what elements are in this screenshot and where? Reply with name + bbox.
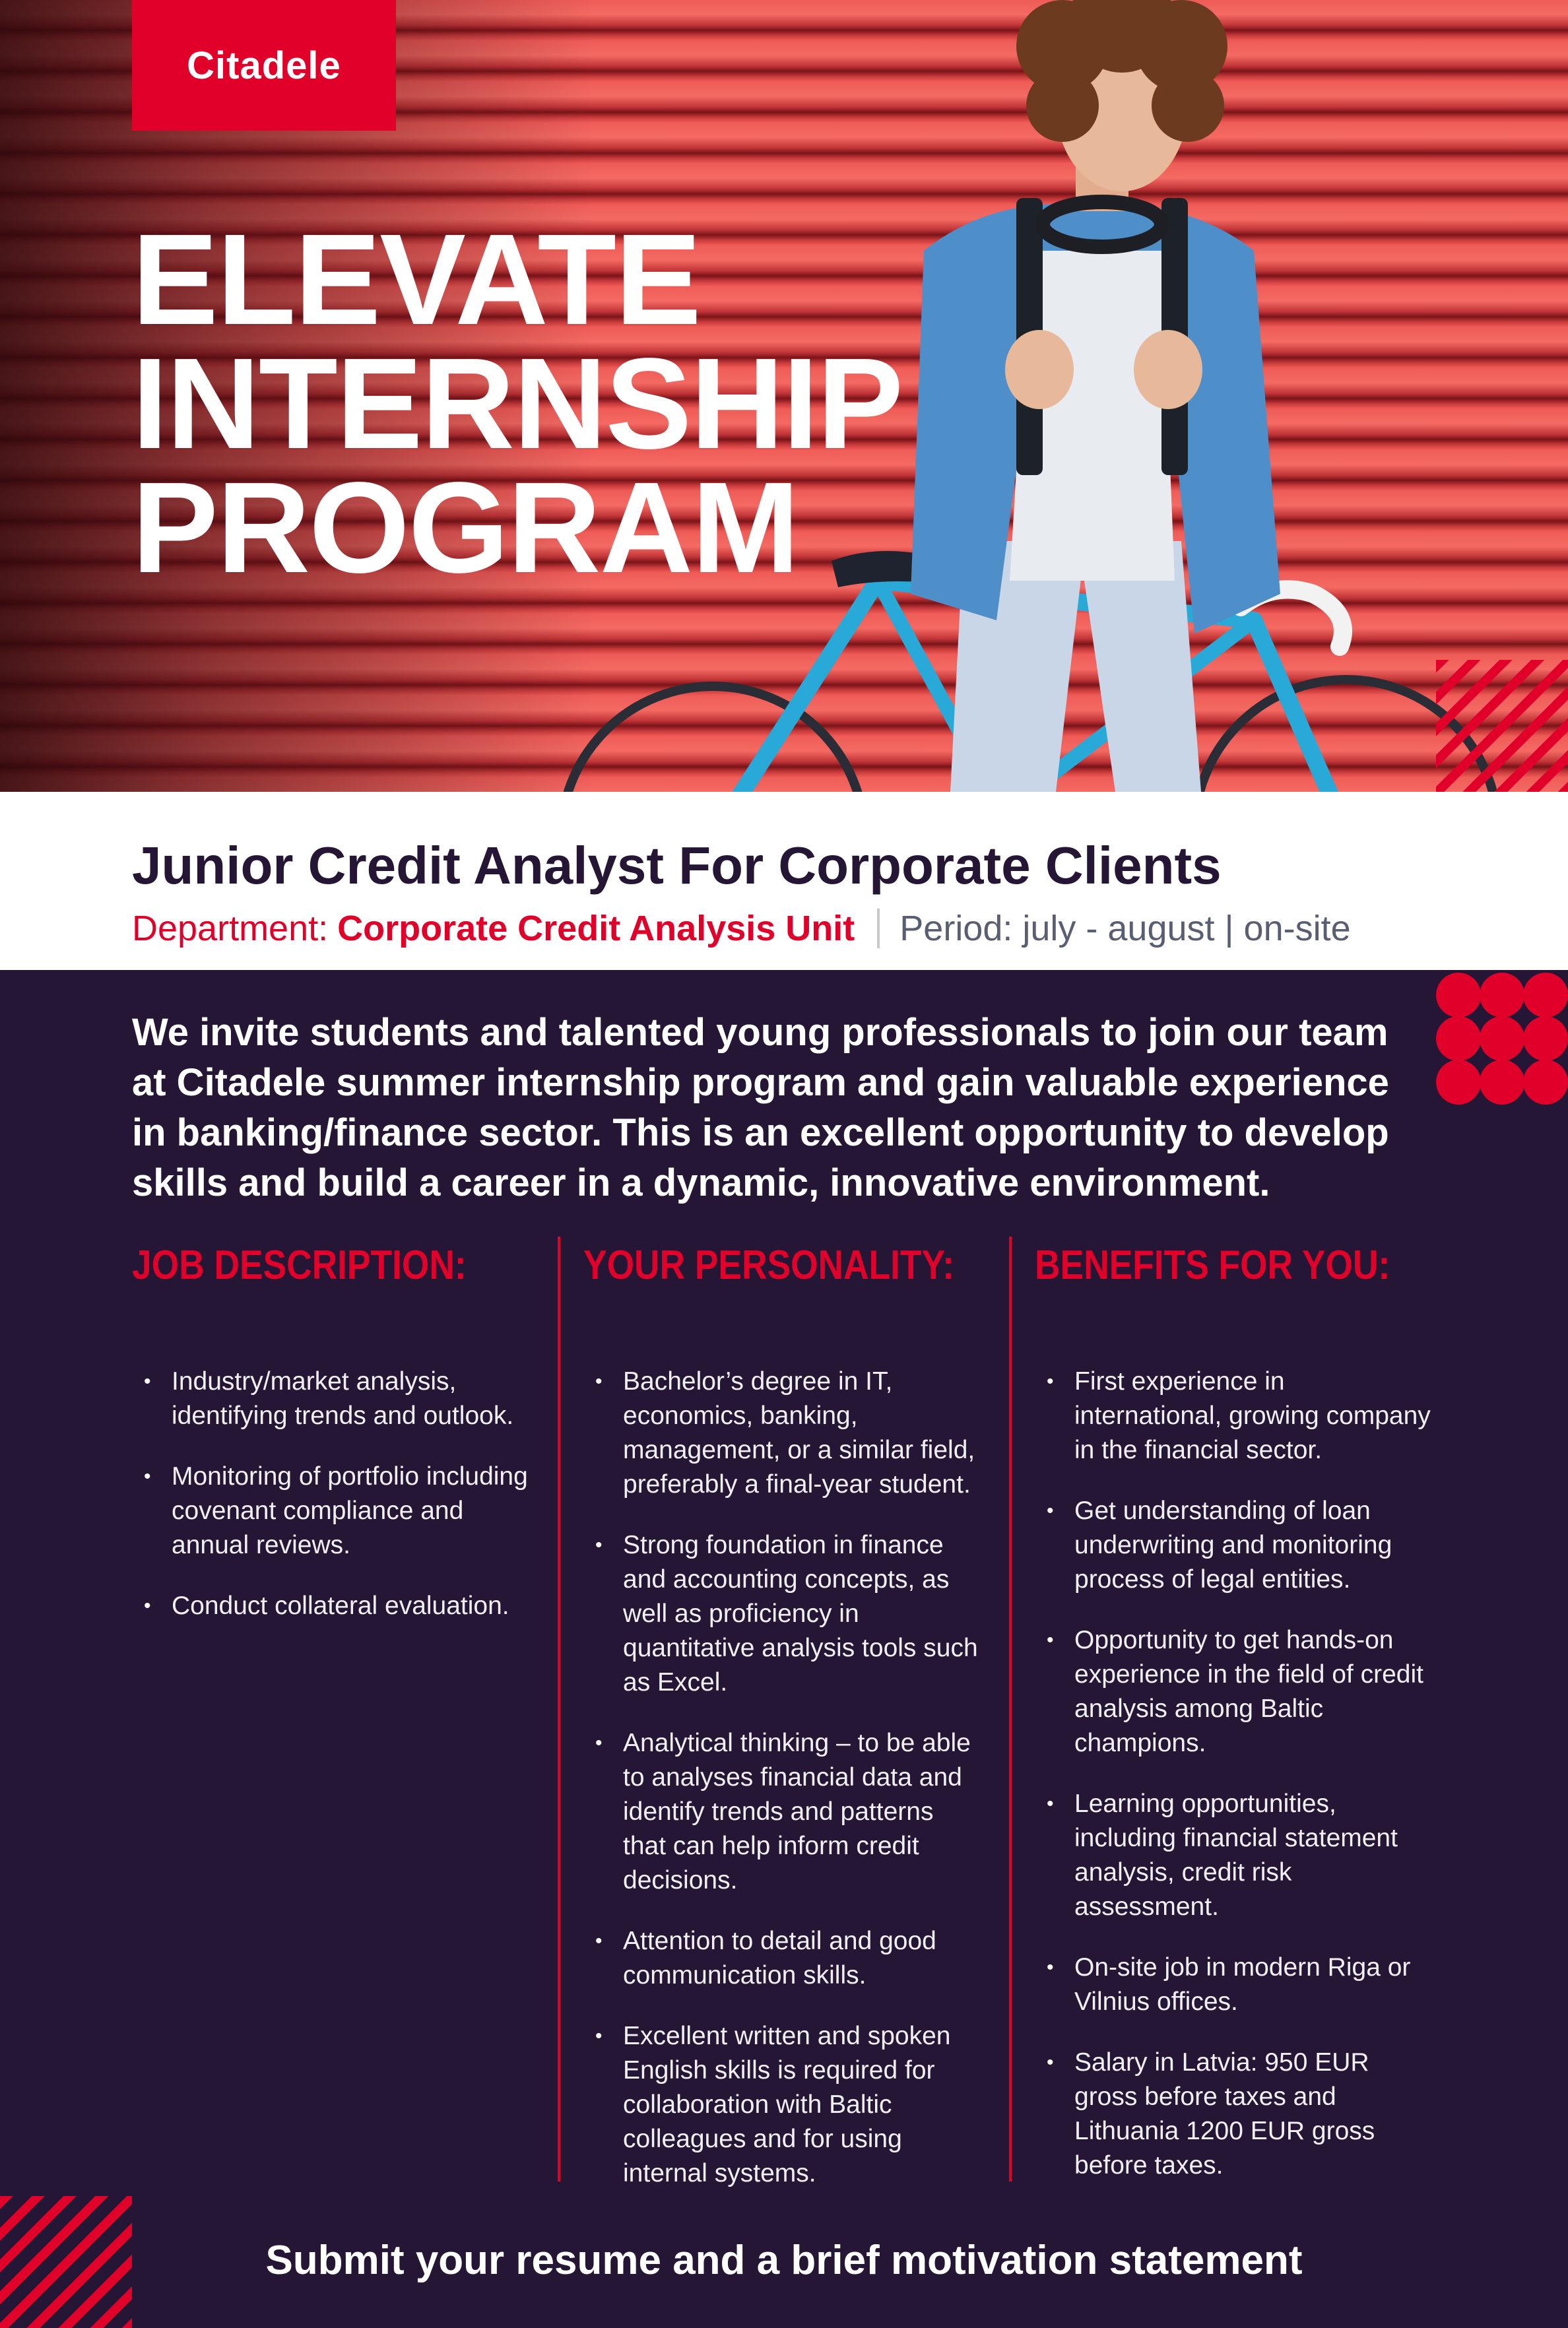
column-your-personality [583, 1234, 979, 2187]
citadele-logo [132, 0, 396, 131]
column-heading: YOUR PERSONALITY: [583, 1243, 954, 1288]
list-item: • Conduct collateral evaluation. [132, 1589, 528, 1623]
list-item: • Salary in Latvia: 950 EUR gross before taxes and Lithuania 1200 EUR gross before taxes. [1035, 2046, 1431, 2183]
logo-text: Citadele [187, 44, 341, 87]
list-item: • Monitoring of portfolio including covenant compliance and annual reviews. [132, 1460, 528, 1563]
job-description-list [132, 1365, 528, 1623]
list-item: • First experience in international, growing company in the financial sector. [1035, 1365, 1431, 1468]
column-heading: JOB DESCRIPTION: [132, 1243, 467, 1288]
list-item: • Industry/market analysis, identifying trends and outlook. [132, 1365, 528, 1433]
intro-paragraph: We invite students and talented young professionals to join our team at Citadele summer internship program and gain valuable experience in banking/finance sector. This is an excellent opportunity to develop skills and build a career in a dynamic, innovative environment. [132, 1011, 1389, 1204]
hero-title-line-1: ELEVATE [132, 207, 700, 352]
meta-divider [877, 909, 880, 948]
hero-title-line-2: INTERNSHIP [132, 331, 903, 476]
job-title: Junior Credit Analyst For Corporate Clients [132, 836, 1222, 895]
department-value: Corporate Credit Analysis Unit [337, 909, 855, 948]
list-item: • Learning opportunities, including financial statement analysis, credit risk assessment. [1035, 1787, 1431, 1924]
hatch-decoration [0, 2196, 132, 2328]
hatch-decoration [1436, 660, 1568, 792]
list-item: • Opportunity to get hands-on experience in the field of credit analysis among Baltic champions. [1035, 1623, 1431, 1761]
list-item: • Analytical thinking – to be able to analyses financial data and identify trends and patterns that can help inform credit decisions. [583, 1726, 979, 1898]
position-header [0, 792, 1568, 970]
hero-title [132, 207, 903, 600]
hero-banner [0, 0, 1568, 792]
list-item: • Excellent written and spoken English skills is required for collaboration with Baltic colleagues and for using internal systems. [583, 2019, 979, 2191]
department-label: Department: [132, 909, 329, 948]
list-item: • Attention to detail and good communication skills. [583, 1924, 979, 1993]
benefits-list [1035, 1365, 1431, 2183]
list-item: • Strong foundation in finance and accounting concepts, as well as proficiency in quantitative analysis tools such as Excel. [583, 1528, 979, 1700]
period-text: Period: july - august | on-site [899, 909, 1351, 948]
list-item: • On-site job in modern Riga or Vilnius offices. [1035, 1951, 1431, 2019]
hero-title-line-3: PROGRAM [132, 455, 799, 600]
column-job-description [132, 1234, 528, 2184]
list-item: • Bachelor’s degree in IT, economics, banking, management, or a similar field, preferably a final-year student. [583, 1365, 979, 1502]
column-heading: BENEFITS FOR YOU: [1035, 1243, 1390, 1288]
personality-list [583, 1365, 979, 2191]
column-divider [1009, 1237, 1012, 2182]
list-item: • Get understanding of loan underwriting and monitoring process of legal entities. [1035, 1494, 1431, 1597]
call-to-action: Submit your resume and a brief motivation statement [265, 2238, 1303, 2283]
position-meta [132, 905, 1351, 952]
column-divider [558, 1237, 560, 2182]
dots-decoration [1436, 973, 1568, 1105]
column-benefits [1035, 1234, 1431, 2184]
